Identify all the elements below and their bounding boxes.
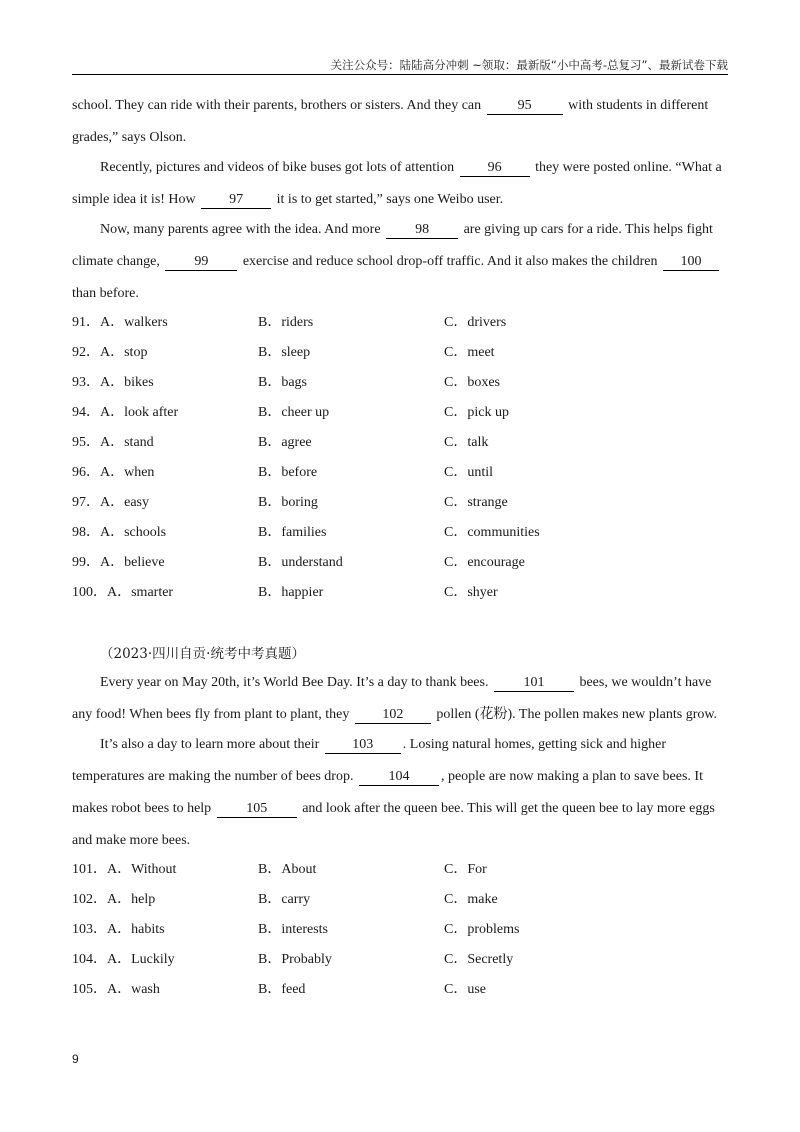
blank-97: 97	[201, 192, 271, 209]
passage1-paragraph-3: Now, many parents agree with the idea. And more 98 are giving up cars for a ride. This helps fight climate change, 99 exercise and reduce school drop-off traffic. And it also makes the children 100 than before.	[72, 214, 732, 310]
page-number: 9	[72, 1052, 79, 1066]
blank-96: 96	[460, 160, 530, 177]
passage2-paragraph-1: Every year on May 20th, it’s World Bee Day. It’s a day to thank bees. 101 bees, we wouldn’t have any food! When bees fly from plant to plant, they 102 pollen (花粉). The pollen makes new plants grow.	[72, 675, 718, 722]
passage2-paragraph-2: It’s also a day to learn more about their 103 . Losing natural homes, getting sick and higher temperatures are making the number of bees drop. 104 , people are now making a plan to save bees. It makes robot bees to help 105 and look after the queen bee. This will get the queen bee to lay more eggs and make more bees.	[72, 737, 715, 848]
blank-103: 103	[325, 737, 401, 754]
blank-102: 102	[355, 707, 431, 724]
passage1-paragraph-2: Recently, pictures and videos of bike buses got lots of attention 96 they were posted online. “What a simple idea it is! How 97 it is to get started,” says one Weibo user.	[72, 160, 722, 207]
blank-99: 99	[165, 254, 237, 271]
exam-source: （2023·四川自贡·统考中考真题）	[100, 646, 305, 662]
page-header: 关注公众号：陆陆高分冲刺 ~领取：最新版“小中高考-总复习”、最新试卷下载	[72, 58, 728, 75]
blank-98: 98	[386, 222, 458, 239]
blank-104: 104	[359, 769, 439, 786]
blank-101: 101	[494, 675, 574, 692]
passage1-paragraph-1: school. They can ride with their parents, brothers or sisters. And they can 95 with students in different grades,” says Olson.	[72, 98, 709, 145]
blank-105: 105	[217, 801, 297, 818]
blank-100: 100	[663, 254, 719, 271]
blank-95: 95	[487, 98, 563, 115]
